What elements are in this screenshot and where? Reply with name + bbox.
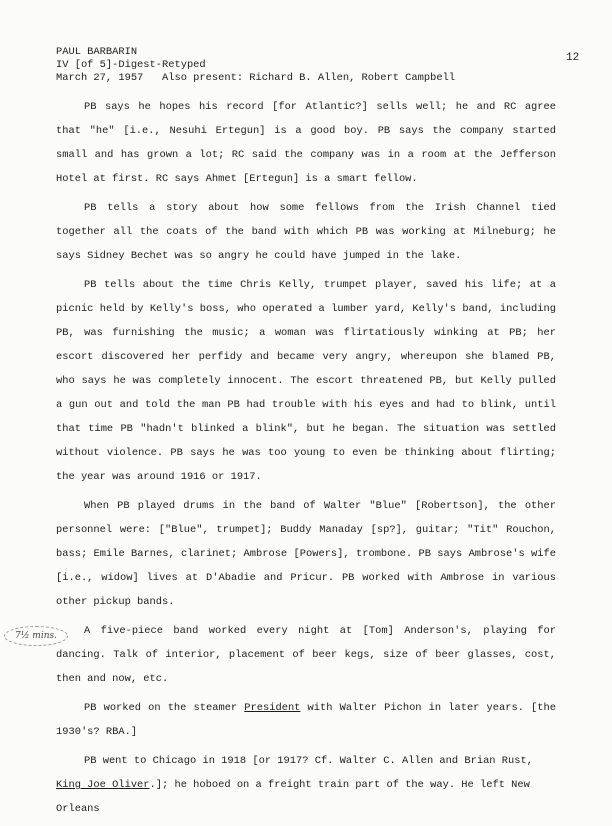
paragraph-6-text-b: with Walter Pichon in later years. [the 1930's? RBA.] xyxy=(56,702,556,738)
document-header xyxy=(56,46,455,85)
paragraph-1: PB says he hopes his record [for Atlantic?] sells well; he and RC agree that "he" [i.e., Nesuhi Ertegun] is a good boy. PB says the company started small and has grown a lot; RC said the company was in a room at the Jefferson Hotel at first. RC says Ahmet [Ertegun] is a smart fellow. xyxy=(56,101,556,185)
paragraph-7-text-b: .]; he hoboed on a freight train part of the way. He left New Orleans xyxy=(56,779,530,815)
paragraph-4: When PB played drums in the band of Walter "Blue" [Robertson], the other personnel were: ["Blue", trumpet]; Buddy Manaday [sp?], guitar; "Tit" Rouchon, bass; Emile Barnes, clarinet; Ambrose [Powers], trombone. PB says Ambrose's wife [i.e., widow] lives at D'Abadie and Pricur. PB worked with Ambrose in various other pickup bands. xyxy=(56,500,556,608)
paragraph-6-text-a: PB worked on the steamer xyxy=(84,702,245,714)
header-interviewee: PAUL BARBARIN xyxy=(56,46,138,58)
paragraph-6 xyxy=(56,696,556,744)
document-body xyxy=(56,95,556,826)
book-title: King Joe Oliver xyxy=(56,779,150,791)
paragraph-7 xyxy=(56,749,556,821)
page-number: 12 xyxy=(566,52,580,64)
paragraph-3: PB tells about the time Chris Kelly, trumpet player, saved his life; at a picnic held by Kelly's boss, who operated a lumber yard, Kelly's band, including PB, was furnishing the music; a woman was flirtatiously winking at PB; her escort discovered her perfidy and became very angry, whereupon she blamed PB, who says he was completely innocent. The escort threatened PB, but Kelly pulled a gun out and told the man PB had trouble with his eyes and had to blink, until that time PB "hadn't blinked a blink", but he began. The situation was settled without violence. PB says he was too young to even be thinking about flirting; the year was around 1916 or 1917. xyxy=(56,279,556,483)
paragraph-7-text-a: PB went to Chicago in 1918 [or 1917? Cf. Walter C. Allen and Brian Rust, xyxy=(84,755,533,767)
handwritten-margin-note: 7½ mins. xyxy=(4,626,68,646)
paragraph-5: A five-piece band worked every night at [Tom] Anderson's, playing for dancing. Talk of interior, placement of beer kegs, size of beer glasses, cost, then and now, etc. xyxy=(56,625,556,685)
header-date-present: March 27, 1957 Also present: Richard B. Allen, Robert Campbell xyxy=(56,72,456,84)
steamer-name: President xyxy=(244,702,301,714)
paragraph-2: PB tells a story about how some fellows from the Irish Channel tied together all the coats of the band with which PB was working at Milneburg; he says Sidney Bechet was so angry he could have jumped in the lake. xyxy=(56,202,556,262)
header-reel-info: IV [of 5]-Digest-Retyped xyxy=(56,59,206,71)
